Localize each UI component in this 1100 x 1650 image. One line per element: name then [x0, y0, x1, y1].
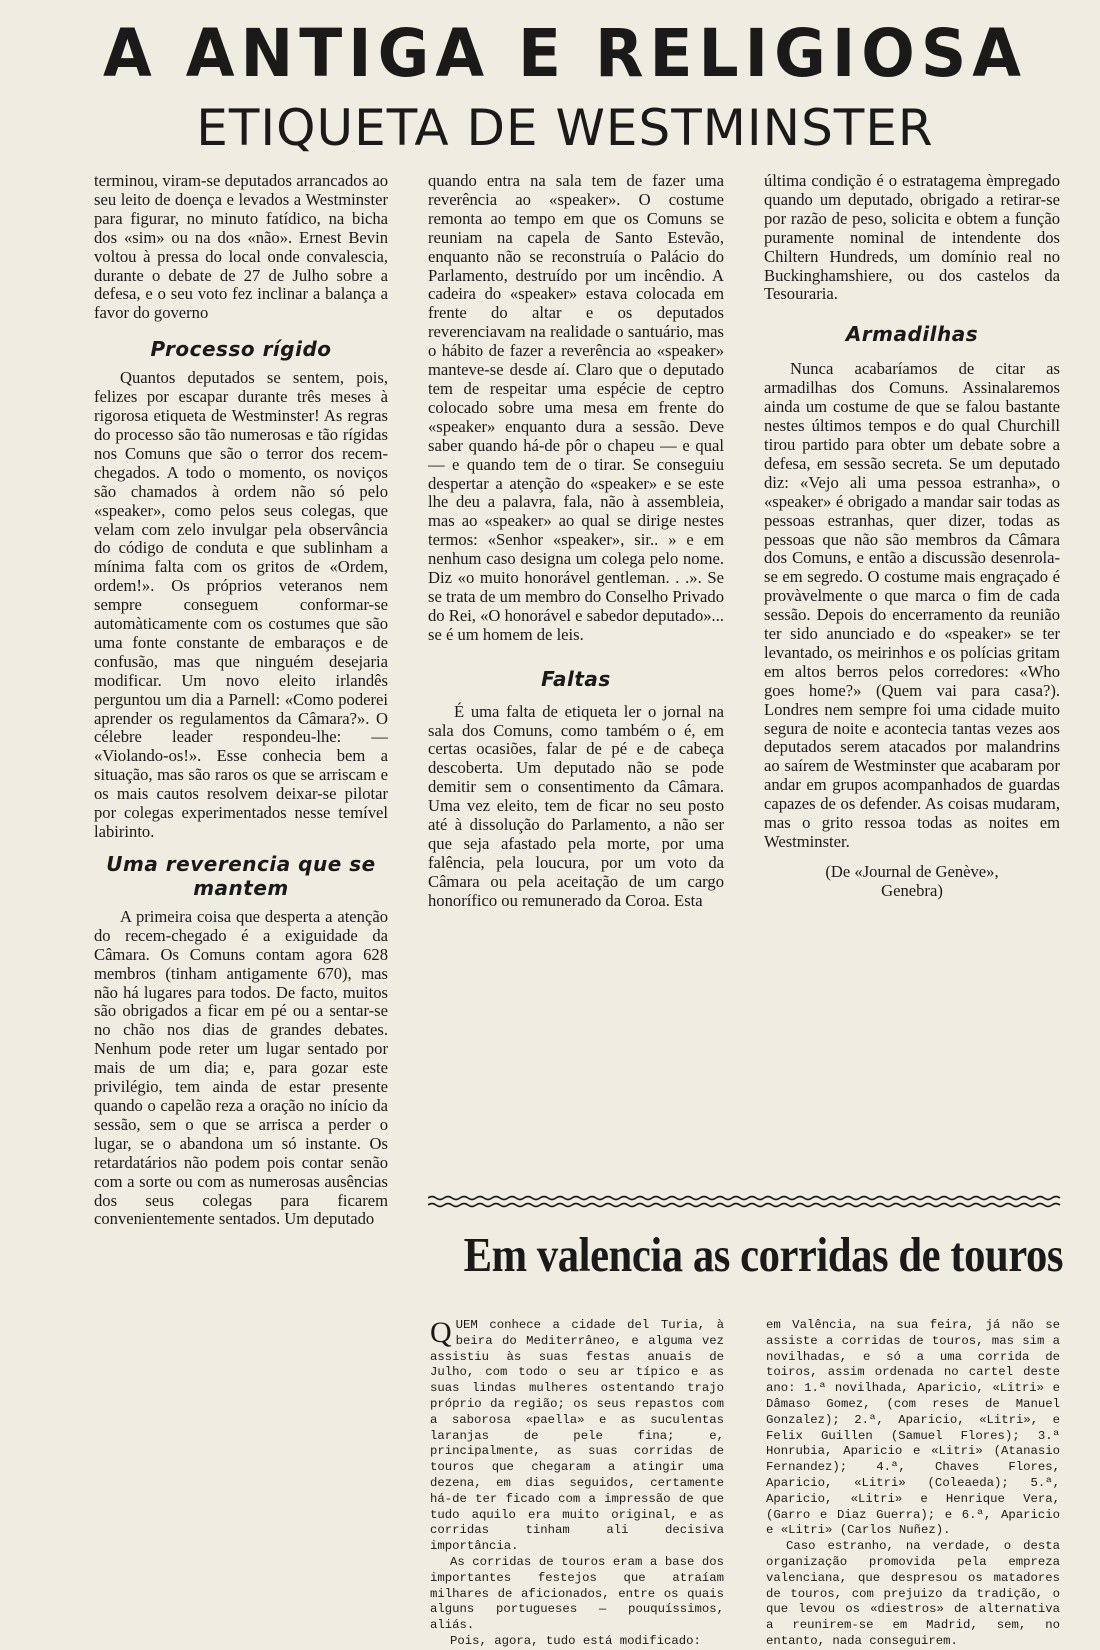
section-heading: Processo rígido	[150, 337, 332, 362]
paragraph: última condição é o estratagema èmpregado quando um deputado, obrigado a retirar-se por razão de peso, solicita e obtem a função puramente nominal de intendente dos Chiltern Hundreds, um domínio real no Buckinghamshiere, ou dos castelos da Tesouraria.	[764, 171, 1060, 304]
article-2-column-1	[430, 1318, 724, 1650]
paragraph-text: UEM conhece a cidade del Turia, à beira do Mediterrâneo, e alguma vez assistiu às suas festas anuais de Julho, com todo o seu ar típico e as suas lindas mulheres ostentando trajo próprio da região; os seus repastos com a saborosa «paella» e as suculentas laranjas de pele fina; e, principalmente, as suas corridas de touros que chegaram a atingir uma dezena, em dias seguidos, certamente há-de ter ficado com a impressão de que tudo aquilo era muito original, e as corridas tinham ali decisiva importância.	[430, 1318, 724, 1554]
section-heading: Faltas	[541, 666, 611, 691]
paragraph: Caso estranho, na verdade, o desta organização promovida pela empreza valenciana, que despresou os matadores de touros, com prejuizo da tradição, o que levou os «diestros» de alternativa a reunirem-se em Madrid, sem, no entanto, nada conseguirem.	[766, 1539, 1060, 1648]
article-column-2	[428, 172, 724, 911]
paragraph: A primeira coisa que desperta a atenção do recem-chegado é a exiguidade da Câmara. Os Comuns contam agora 628 membros (tinham antigamente 670), mas não há lugares para todos. De facto, muitos são obrigados a ficar em pé ou a sentar-se no chão nos dias de grandes debates. Nenhum pode reter um lugar sentado por mais de um dia; e, para gozar este privilégio, tem ainda de estar presente quando o capelão reza a oração no início da sessão, sem o que se arrisca a perder o lugar, se o abandona um só instante. Os retardatários não podem pois contar senão com a sorte ou com as numerosas ausências dos seus colegas para ficarem convenientemente sentados. Um deputado	[94, 906, 388, 1229]
paragraph: É uma falta de etiqueta ler o jornal na sala dos Comuns, como também o é, em certas ocasiões, falar de pé e de cabeça descoberta. Um deputado não se pode demitir sem o consentimento da Câmara. Uma vez eleito, tem de ficar no seu posto até à dissolução do Parlamento, a não ser que seja afastado pela morte, por uma falência, pela loucura, por um voto da Câmara ou pela aceitação de um cargo honorífico ou remunerado da Coroa. Esta	[428, 701, 724, 910]
source-credit-line: Genebra)	[881, 880, 943, 900]
paragraph: Pois, agora, tudo está modificado:	[450, 1633, 701, 1648]
article-column-3	[764, 172, 1060, 900]
headline-subtitle: ETIQUETA DE WESTMINSTER	[196, 99, 934, 157]
article-column-1	[94, 172, 388, 1229]
paragraph: As corridas de touros eram a base dos importantes festejos que atraíam milhares de aficionados, entre os quais alguns portugueses — pouquíssimos, aliás.	[430, 1554, 724, 1633]
wavy-separator-rule	[428, 1195, 1062, 1209]
article-2-title: Em valencia as corridas de touros	[463, 1227, 1064, 1282]
paragraph: em Valência, na sua feira, já não se assiste a corridas de touros, mas sim a novilhadas, e só a uma corrida de toiros, assim ordenada no cartel deste ano: 1.ª novilhada, Aparicio, «Litri» e Dâmaso Gomez, (com reses de Manuel Gonzalez); 2.ª, Aparicio, «Litri», e Felix Guillen (Samuel Flores); 3.ª Honrubia, Aparicio e «Litri» (Atanasio Fernandez); 4.ª, Chaves Flores, Aparicio, «Litri» (Coleaeda); 5.ª, Aparicio, «Litri» e Henrique Vera, (Garro e Diaz Guerra); e 6.ª, Aparicio e «Litri» (Carlos Nuñez).	[766, 1318, 1060, 1538]
paragraph: Quantos deputados se sentem, pois, felizes por escapar durante três meses à rigorosa etiqueta de Westminster! As regras do processo são tão numerosas e tão rígidas nos Comuns que são o terror dos recem-chegados. A todo o momento, os noviços são chamados à ordem não só pelo «speaker», como pelos seus colegas, que velam com zelo invulgar pela observância do código de conduta e que sublinham a mínima falta com os gritos de «Ordem, ordem!». Os próprios veteranos nem sempre conseguem conformar-se automàticamente com os costumes que são uma fonte constante de embaraços e de confusão, mas que ninguém desejaria modificar. Um novo eleito irlandês perguntou um dia a Parnell: «Como poderei aprender os regulamentos da Câmara?». O célebre leader respondeu-lhe: — «Violando-os!». Esse conhecia bem a situação, mas são raros os que se arriscam e os mais cautos resolvem deixar-se pilotar por colegas experimentados nesse temível labirinto.	[94, 368, 388, 841]
paragraph: quando entra na sala tem de fazer uma reverência ao «speaker». O costume remonta ao tempo em que os Comuns se reuniam na capela de Santo Estevão, enquanto não se reconstruía o Palácio do Parlamento, destruído por um incêndio. A cadeira do «speaker» estava colocada em frente do altar e os deputados reverenciavam na realidade o santuário, mas o hábito de fazer a reverência ao «speaker» manteve-se desde aí. Claro que o deputado tem de respeitar uma espécie de ceptro colocado sobre uma mesa em frente do «speaker» enquanto dura a sessão. Deve saber quando há-de pôr o chapeu — e qual — e quando tem de o tirar. Se conseguiu despertar a atenção do «speaker» e se este lhe deu a palavra, fala, não à assembleia, mas ao «speaker» ao qual se dirige nestes termos: «Senhor «speaker», sir.. » e em nenhum caso designa um colega pelo nome. Diz «o muito honorável gentleman. . .». Se se trata de um membro do Conselho Privado do Rei, «O honorável e sabedor deputado»... se é um homem de leis.	[428, 171, 724, 644]
article-2-column-2	[766, 1318, 1060, 1650]
drop-cap: Q	[430, 1316, 452, 1349]
source-credit-line: (De «Journal de Genève»,	[825, 861, 999, 881]
paragraph: terminou, viram-se deputados arrancados ao seu leito de doença e levados a Westminster para figurar, no minuto fatídico, na bicha dos «sim» ou na dos «não». Ernest Bevin voltou à pressa do local onde convalescia, durante o debate de 27 de Julho sobre a defesa, e o seu voto fez inclinar a balança a favor do governo	[94, 171, 388, 323]
section-heading: Armadilhas	[845, 322, 979, 347]
section-heading: Uma reverencia que se mantem	[106, 851, 376, 900]
paragraph	[430, 1318, 724, 1555]
headline-title: A ANTIGA E RELIGIOSA	[103, 15, 1027, 92]
paragraph: Nunca acabaríamos de citar as armadilhas dos Comuns. Assinalaremos ainda um costume de que se falou bastante nestes últimos tempos e do qual Churchill tirou partido para obter um debate sobre a defesa, em sessão secreta. Se um deputado diz: «Vejo ali uma pessoa estranha», o «speaker» é obrigado a mandar sair todas as pessoas estranhas, quer dizer, todas as pessoas que não são membros da Câmara dos Comuns, e então a discussão desenrola-se em segredo. O costume mais engraçado é provàvelmente o que marca o fim de cada sessão. Depois do encerramento da reunião ter sido anunciado e do «speaker» se ter levantado, os meirinhos e os polícias gritam em altos berros pelos corredores: «Who goes home?» (Quem vai para casa?). Londres nem sempre foi uma cidade muito segura de noite e acontecia tantas vezes aos deputados serem atacados por malandrins ao saírem de Westminster que acabaram por andar em grupos acompanhados de guardas capazes de os defender. As coisas mudaram, mas o grito ressoa todas as noites em Westminster.	[764, 359, 1060, 851]
source-credit	[764, 862, 1060, 900]
